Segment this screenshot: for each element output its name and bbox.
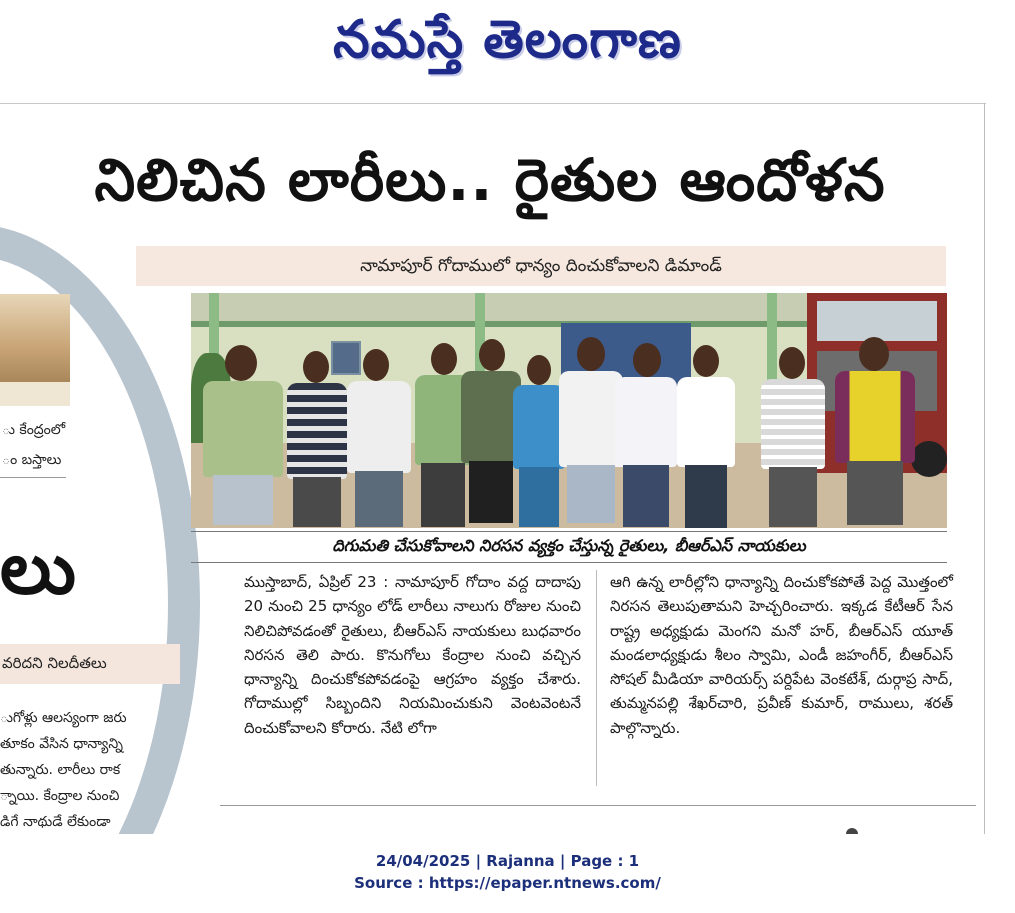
photo-caption-text: దిగుమతి చేసుకోవాలని నిరసన వ్యక్తం చేస్తున్న రైతులు, బీఆర్ఎస్ నాయకులు	[332, 536, 806, 555]
page-footer	[0, 850, 1015, 894]
article-photo	[191, 293, 947, 528]
adjacent-caption-line: ం బస్తాలు	[2, 452, 62, 468]
article-headline: నిలిచిన లారీలు.. రైతుల ఆందోళన	[94, 146, 886, 214]
masthead	[0, 0, 1015, 92]
adjacent-body-line: తున్నారు. లారీలు రాక	[0, 762, 121, 778]
adjacent-caption-rule	[0, 477, 66, 478]
photo-window	[331, 341, 361, 375]
adjacent-body-line: ుగోళ్లు ఆలస్యంగా జరు	[0, 710, 127, 726]
newspaper-logo: నమస్తే తెలంగాణ	[333, 9, 682, 70]
adjacent-photo-grain	[0, 294, 70, 382]
article-column-left	[244, 570, 581, 740]
subheadline-text: నామాపూర్ గోదాములో ధాన్యం దించుకోవాలని డిమాండ్	[360, 256, 722, 276]
article-paragraph: ఆగి ఉన్న లారీల్లోని ధాన్యాన్ని దించుకోకపోతే పెద్ద మొత్తంలో నిరసన తెలుపుతామని హెచ్చరించారు. ఇక్కడ కేటీఆర్ సేన రాష్ట్ర అధ్యక్షుడు మెంగని మనో హర్, బీఆర్ఎస్ యూత్ మండలాధ్యక్షుడు శీలం స్వామి, ఎండీ జహంగీర్, బీఆర్ఎస్ సోషల్ మీడియా వారియర్స్ పర్దిపేట వెంకటేశ్, దుర్గాప్ర సాద్, తుమ్మనపల్లి శేఖర్‌చారి, ప్రవీణ్ కుమార్, రాములు, శరత్ పాల్గొన్నారు.	[610, 573, 953, 737]
next-article-fragment	[846, 828, 858, 834]
footer-source: Source : https://epaper.ntnews.com/	[354, 874, 661, 892]
photo-lorry-wheel	[911, 441, 947, 477]
article-column-right	[610, 570, 953, 740]
adjacent-headline: లు	[0, 526, 76, 610]
adjacent-subhead-text: వరిదని నిలదీతలు	[2, 654, 107, 672]
frame-divider	[984, 103, 985, 834]
adjacent-body-line: తూకం వేసిన ధాన్యాన్ని	[0, 736, 123, 752]
adjacent-caption-line: ు కేంద్రంలో	[2, 422, 66, 438]
photo-lorry-windshield	[817, 301, 937, 341]
adjacent-body-line: డిగే నాథుడే లేకుండా	[0, 814, 111, 830]
article-subheadline	[136, 246, 946, 286]
adjacent-body-line: ్నాయి. కేంద్రాల నుంచి	[0, 788, 120, 804]
article-bottom-rule	[220, 805, 976, 806]
footer-meta: 24/04/2025 | Rajanna | Page : 1	[375, 852, 640, 870]
adjacent-subhead	[0, 644, 180, 684]
photo-caption	[191, 531, 947, 563]
article-paragraph: ముస్తాబాద్, ఏప్రిల్ 23 : నామాపూర్ గోదాం వద్ద దాదాపు 20 నుంచి 25 ధాన్యం లోడ్ లారీలు నాలుగు రోజుల నుంచి నిలిచిపోవడంతో రైతులు, బీఆర్ఎస్ నాయకులు బుధవారం నిరసన తెలి పారు. కొనుగోలు కేంద్రాల నుంచి వచ్చిన ధాన్యాన్ని దించుకోకపోవడంపై ఆగ్రహం వ్యక్తం చేశారు. గోదాముల్లో సిబ్బందిని నియమించుకుని వెంటవెంటనే దించుకోవాలని కోరారు. నేటి లోగా	[244, 573, 581, 737]
column-divider	[596, 570, 597, 786]
